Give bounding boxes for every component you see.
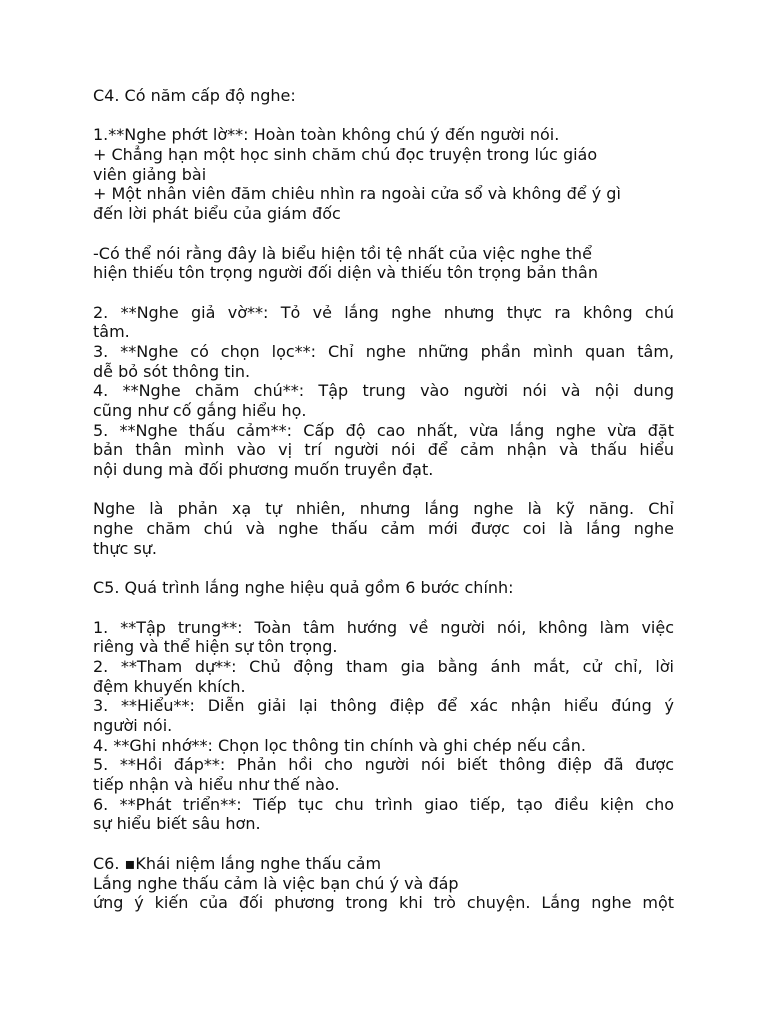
step3-line2: người nói. (93, 716, 173, 735)
level3-line2: dễ bỏ sót thông tin. (93, 361, 251, 381)
level5-line2: bản thân mình vào vị trí người nói để cảm nhận và thấu hiểu (93, 440, 674, 460)
summary-line2: nghe chăm chú và nghe thấu cảm mới được coi là lắng nghe (93, 519, 674, 539)
level2-line2: tâm. (93, 322, 130, 342)
step2-line1: 2. **Tham dự**: Chủ động tham gia bằng ánh mắt, cử chỉ, lời (93, 656, 674, 676)
step3-line1: 3. **Hiểu**: Diễn giải lại thông điệp để xác nhận hiểu đúng ý (93, 696, 674, 716)
level3-line1: 3. **Nghe có chọn lọc**: Chỉ nghe những phần mình quan tâm, (93, 341, 674, 361)
step5-line1: 5. **Hồi đáp**: Phản hồi cho người nói biết thông điệp đã được (93, 755, 674, 775)
level4-line2: cũng như cố gắng hiểu họ. (93, 401, 307, 420)
level1-example1-line1: + Chẳng hạn một học sinh chăm chú đọc truyện trong lúc giáo (93, 145, 598, 165)
blank-line (93, 224, 674, 244)
level1-example2-line1: + Một nhân viên đăm chiêu nhìn ra ngoài cửa sổ và không để ý gì (93, 184, 621, 204)
summary-line3: thực sự. (93, 538, 157, 558)
document-body (93, 86, 674, 913)
blank-line (93, 559, 674, 579)
level2-line1: 2. **Nghe giả vờ**: Tỏ vẻ lắng nghe nhưng thực ra không chú (93, 302, 674, 322)
c6-line1: Lắng nghe thấu cảm là việc bạn chú ý và đáp (93, 873, 459, 893)
level1-example1-line2: viên giảng bài (93, 164, 207, 184)
c4-heading: C4. Có năm cấp độ nghe: (93, 86, 296, 105)
level1-note-line1: -Có thể nói rằng đây là biểu hiện tồi tệ nhất của việc nghe thể (93, 243, 592, 263)
blank-line (93, 283, 674, 303)
step6-line2: sự hiểu biết sâu hơn. (93, 814, 261, 834)
step1-line1: 1. **Tập trung**: Toàn tâm hướng về người nói, không làm việc (93, 617, 674, 637)
blank-line (93, 106, 674, 126)
c6-heading: C6. ▪Khái niệm lắng nghe thấu cảm (93, 853, 382, 873)
level1-title: 1.**Nghe phớt lờ**: Hoàn toàn không chú ý đến người nói. (93, 125, 560, 145)
blank-line (93, 834, 674, 854)
c6-line2: ứng ý kiến của đối phương trong khi trò chuyện. Lắng nghe một (93, 893, 674, 913)
level1-example2-line2: đến lời phát biểu của giám đốc (93, 204, 341, 224)
level5-line3: nội dung mà đối phương muốn truyền đạt. (93, 460, 434, 480)
level5-line1: 5. **Nghe thấu cảm**: Cấp độ cao nhất, vừa lắng nghe vừa đặt (93, 420, 674, 440)
step2-line2: đệm khuyến khích. (93, 676, 246, 696)
step4-line1: 4. **Ghi nhớ**: Chọn lọc thông tin chính và ghi chép nếu cần. (93, 735, 586, 755)
blank-line (93, 598, 674, 618)
level4-line1: 4. **Nghe chăm chú**: Tập trung vào người nói và nội dung (93, 381, 674, 401)
blank-line (93, 480, 674, 500)
level1-note-line2: hiện thiếu tôn trọng người đối diện và thiếu tôn trọng bản thân (93, 263, 598, 283)
summary-line1: Nghe là phản xạ tự nhiên, nhưng lắng nghe là kỹ năng. Chỉ (93, 499, 674, 519)
step5-line2: tiếp nhận và hiểu như thế nào. (93, 775, 340, 795)
step6-line1: 6. **Phát triển**: Tiếp tục chu trình giao tiếp, tạo điều kiện cho (93, 794, 674, 814)
step1-line2: riêng và thể hiện sự tôn trọng. (93, 637, 338, 657)
c5-heading: C5. Quá trình lắng nghe hiệu quả gồm 6 bước chính: (93, 578, 514, 598)
